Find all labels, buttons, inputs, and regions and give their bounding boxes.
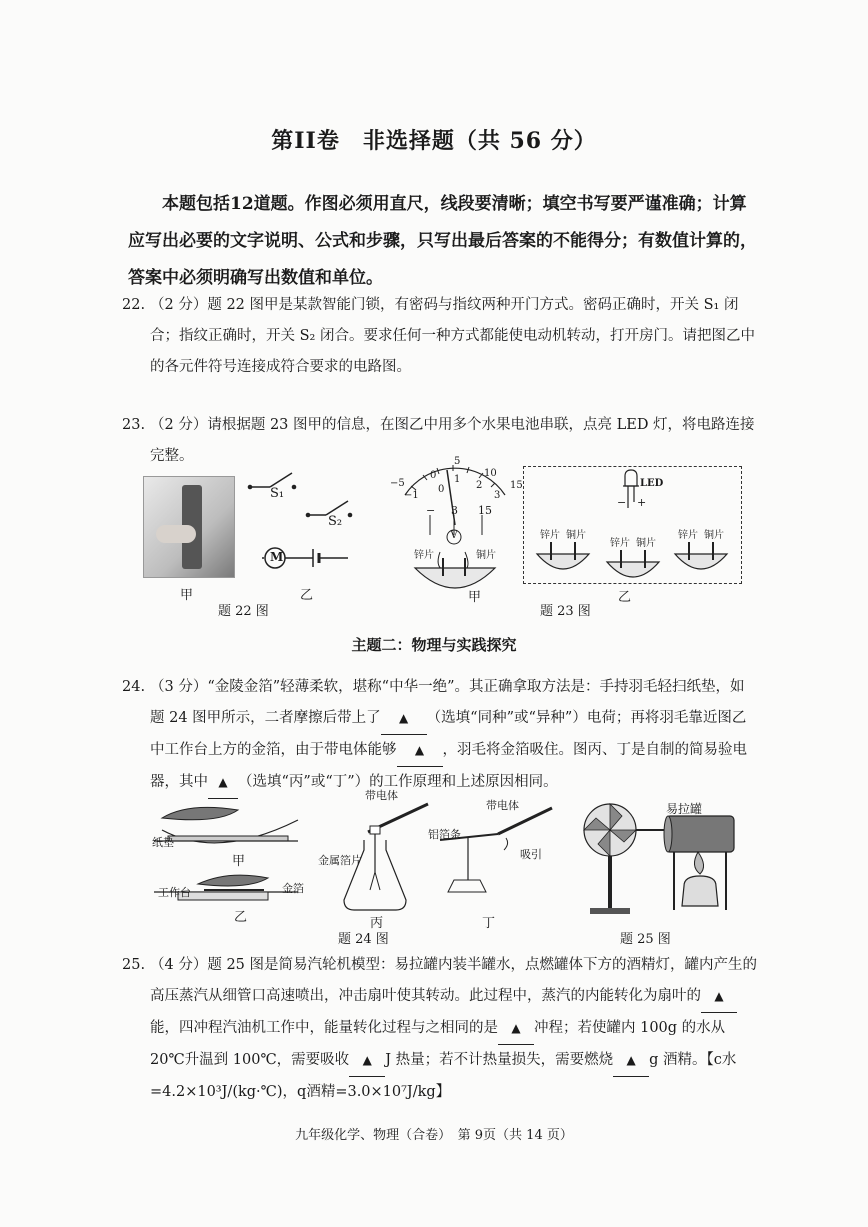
scale-top-15: 15	[510, 480, 523, 491]
question-text: （2 分）请根据题 23 图甲的信息，在图乙中用多个水果电池串联，点亮 LED 灯，将电路连接完整。	[150, 417, 755, 464]
battery3-zinc: 锌片	[678, 530, 698, 541]
terminal-15: 15	[478, 504, 492, 517]
smart-lock-photo	[143, 476, 235, 578]
question-number: 22.	[122, 297, 146, 313]
fig23-yi-label: 乙	[618, 590, 632, 605]
fig25-turbine-model	[576, 790, 746, 920]
fan-blades	[584, 804, 636, 914]
answer-blank-4[interactable]: ▲	[613, 1045, 649, 1077]
led-plus: +	[637, 496, 647, 509]
question-text	[128, 950, 758, 1108]
paper-pad-label: 纸垫	[152, 836, 174, 849]
zinc-label: 锌片	[414, 550, 434, 561]
scale-bottom-3: 3	[494, 490, 501, 501]
can-label: 易拉罐	[666, 802, 703, 816]
charged-body-label-bing: 带电体	[365, 789, 398, 802]
fig22-circuit-symbols	[240, 465, 380, 585]
fig24-yi-label: 乙	[234, 910, 248, 925]
battery1-copper: 铜片	[566, 530, 586, 541]
fig24-bing-label: 丙	[370, 916, 384, 931]
answer-blank-3[interactable]: ▲	[349, 1045, 385, 1077]
answer-blank-3[interactable]: ▲	[208, 767, 238, 799]
s1-label: S₁	[270, 486, 285, 501]
fig22-yi-label: 乙	[300, 588, 314, 603]
page-footer: 九年级化学、物理（合卷） 第 9页（共 14 页）	[295, 1128, 573, 1143]
workbench-label: 工作台	[158, 886, 191, 899]
battery2-copper: 铜片	[636, 538, 656, 549]
q25-text-5: g 酒精。【c水=4.2×10³J/(kg·℃)，q酒精=3.0×10⁷J/kg】	[150, 1052, 737, 1100]
fig25-caption: 题 25 图	[620, 932, 671, 947]
question-22	[122, 290, 758, 383]
scale-bottom-1: 1	[454, 474, 461, 485]
page-title: 第II卷 非选择题（共 56 分）	[271, 128, 597, 154]
fig23-yi-components	[523, 466, 740, 582]
q25-text-3: 冲程；若使罐内 100g 的水从 20℃升温到 100℃，需要吸收	[150, 1020, 726, 1068]
s2-label: S₂	[328, 514, 343, 529]
scale-top-0: 0	[430, 470, 437, 481]
attract-label: 吸引	[520, 848, 542, 861]
fruit-bowl	[415, 568, 495, 588]
battery1-zinc: 锌片	[540, 530, 560, 541]
battery2-zinc: 锌片	[610, 538, 630, 549]
copper-label: 铜片	[476, 550, 496, 561]
scale-bottom-0: 0	[438, 484, 445, 495]
voltmeter-symbol: V	[450, 530, 458, 541]
fig23-caption: 题 23 图	[540, 604, 591, 619]
q24-text-2: （选填“同种”或“异种”）电荷；再将羽毛靠近图乙中工作台上方的金箔，由于带电体能够	[150, 710, 747, 758]
answer-blank-2[interactable]: ▲	[498, 1013, 534, 1045]
alcohol-lamp	[674, 852, 726, 910]
aluminum-strip-label: 铝箔条	[428, 828, 461, 841]
question-number: 25.	[122, 957, 146, 973]
question-25	[122, 950, 758, 1108]
fig24-jia	[154, 807, 298, 843]
instructions	[128, 186, 760, 297]
fig22-caption: 题 22 图	[218, 604, 269, 619]
terminal-minus: −	[426, 504, 436, 517]
q24-text-1: （3 分）“金陵金箔”轻薄柔软，堪称“中华一绝”。其正确拿取方法是：手持羽毛轻扫纸垫，如题 24 图甲所示，二者摩擦后带上了	[150, 679, 745, 726]
gold-foil-label: 金箔	[282, 882, 304, 895]
fruit-battery-1	[537, 542, 589, 569]
scale-bottom-2: 2	[476, 480, 483, 491]
led-label: LED	[640, 478, 664, 489]
motor-label: M	[270, 550, 284, 564]
question-text	[128, 672, 758, 799]
scale-bottom-neg1: −1	[404, 490, 419, 501]
fig24-diagrams	[148, 800, 578, 925]
question-text: （2 分）题 22 图甲是某款智能门锁，有密码与指纹两种开门方式。密码正确时，开关 S₁ 闭合；指纹正确时，开关 S₂ 闭合。要求任何一种方式都能使电动机转动，打开房门。请把图乙中的各元件符号连接成符合要求的电路图。	[150, 297, 755, 375]
q24-text-4: （选填“丙”或“丁”）的工作原理和上述原因相同。	[238, 774, 558, 790]
scale-top-10: 10	[484, 468, 497, 479]
led-minus: −	[617, 496, 627, 509]
answer-blank-1[interactable]: ▲	[701, 981, 737, 1013]
scale-bottom-neg5: −5	[390, 478, 405, 489]
answer-blank-2[interactable]: ▲	[397, 735, 443, 767]
question-24	[122, 672, 758, 799]
fig22-jia-label: 甲	[180, 588, 194, 603]
q25-text-1: （4 分）题 25 图是简易汽轮机模型：易拉罐内装半罐水，点燃罐体下方的酒精灯，罐内产生的高压蒸汽从细管口高速喷出，冲击扇叶使其转动。此过程中，蒸汽的内能转化为扇叶的	[150, 957, 757, 1004]
metal-foil-label: 金属箔片	[318, 854, 362, 867]
can	[664, 816, 734, 852]
fig23-jia-label: 甲	[468, 590, 482, 605]
fig24-jia-label: 甲	[232, 854, 246, 869]
battery3-copper: 铜片	[704, 530, 724, 541]
instructions-text: 本题包括12道题。作图必须用直尺，线段要清晰；填空书写要严谨准确；计算应写出必要的文字说明、公式和步骤，只写出最后答案的不能得分；有数值计算的，答案中必须明确写出数值和单位。	[128, 194, 757, 288]
answer-blank-1[interactable]: ▲	[381, 703, 427, 735]
hand-shape	[156, 525, 196, 543]
fig24-caption: 题 24 图	[338, 932, 389, 947]
q25-text-2: 能，四冲程汽油机工作中，能量转化过程与之相同的是	[150, 1020, 498, 1036]
section-heading: 主题二：物理与实践探究	[351, 636, 517, 654]
fruit-battery-3	[675, 542, 727, 569]
q24-text-3: ，羽毛将金箔吸住。图丙、丁是自制的简易验电器，其中	[150, 742, 747, 790]
q25-text-4: J 热量；若不计热量损失，需要燃烧	[385, 1052, 614, 1068]
question-number: 24.	[122, 679, 146, 695]
charged-body-label-ding: 带电体	[486, 799, 519, 812]
question-number: 23.	[122, 417, 146, 433]
scale-top-5: 5	[454, 456, 461, 467]
terminal-3: 3	[451, 504, 458, 517]
fig24-ding-label: 丁	[482, 916, 496, 931]
fruit-battery-2	[607, 550, 659, 577]
